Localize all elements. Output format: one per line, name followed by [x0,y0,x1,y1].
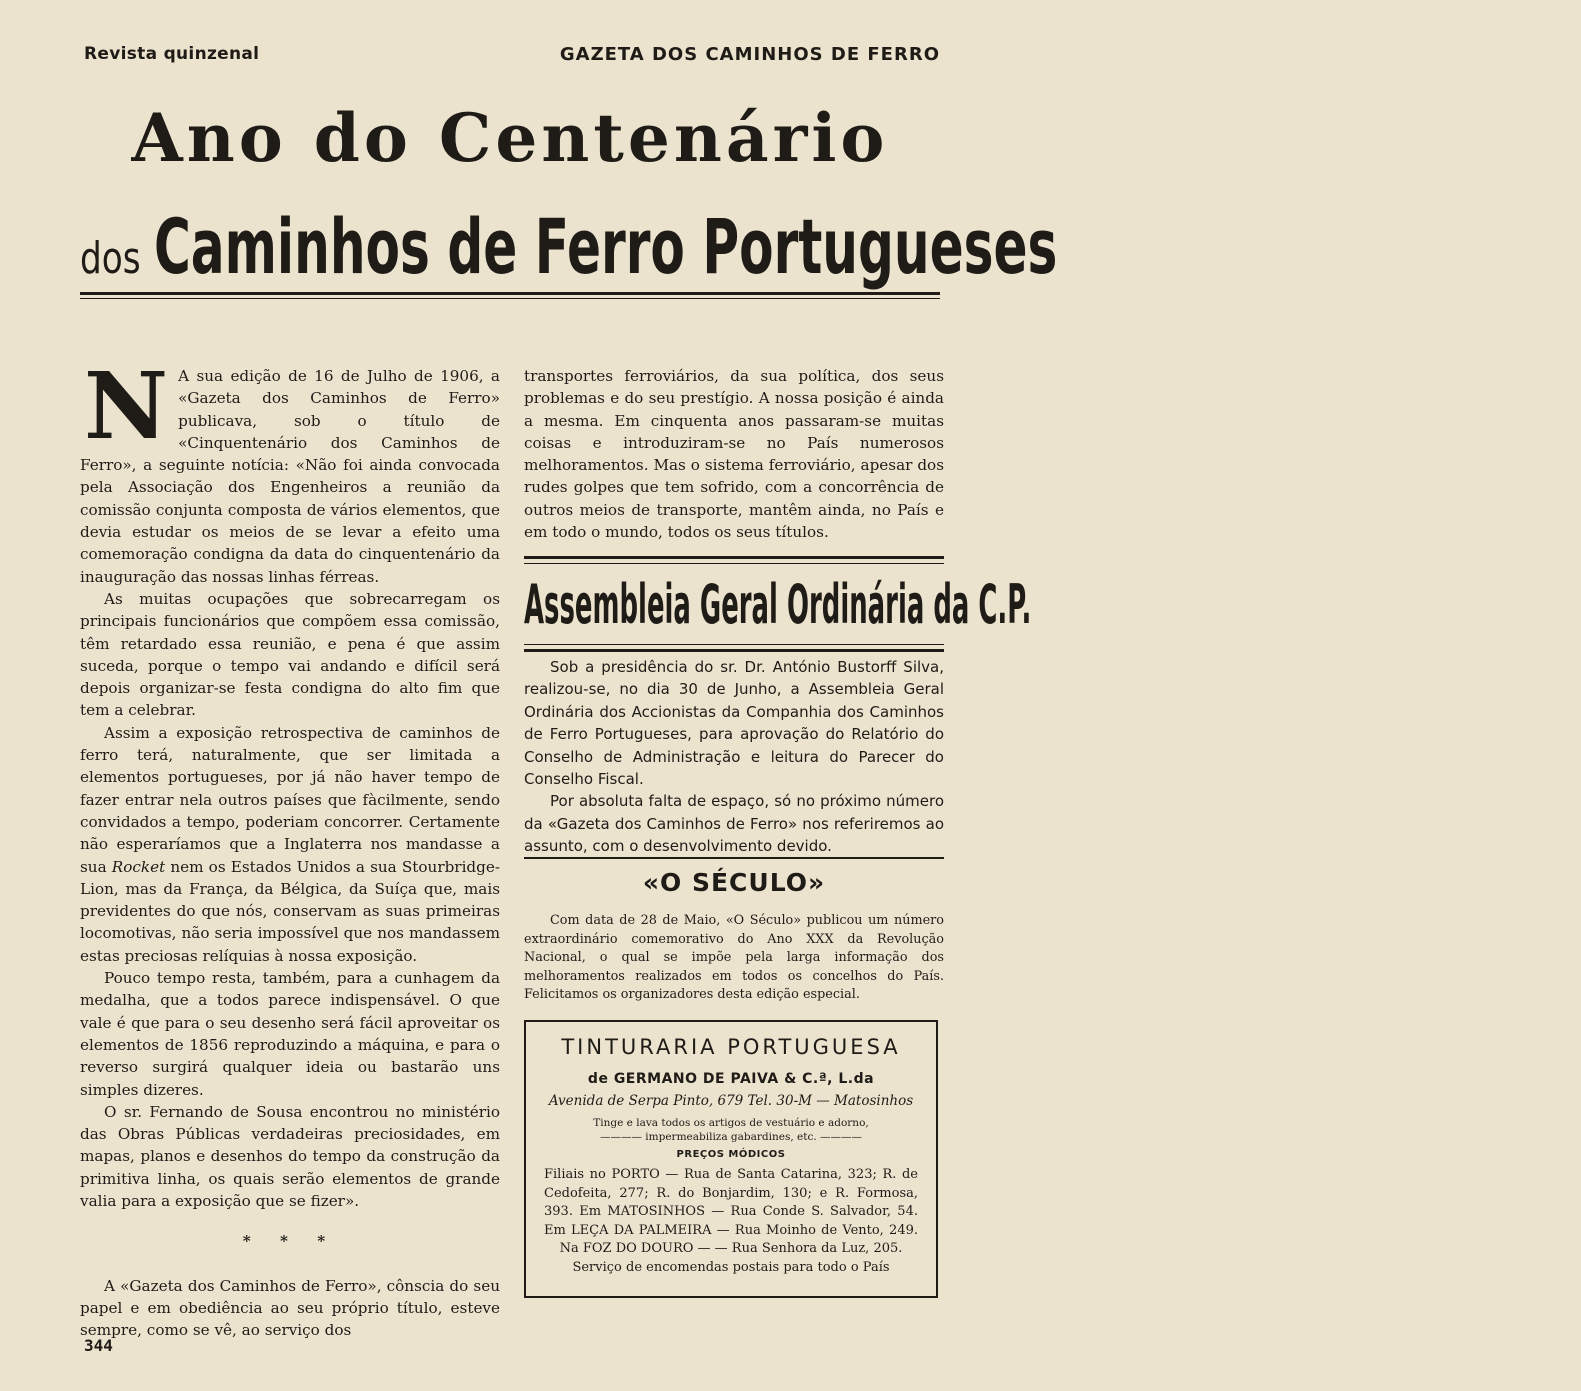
article-right-column [524,365,944,543]
running-header [84,44,940,70]
ad-services-line-2: ———— impermeabiliza gabardines, etc. ———— [599,1131,863,1143]
assembleia-headline [524,572,1032,642]
section-rule-thick [524,556,944,559]
seculo-headline: «O SÉCULO» [642,868,826,897]
article-paragraph-1 [80,352,500,588]
section-rule-thin [524,563,944,564]
ad-prices: PREÇOS MÓDICOS [676,1149,786,1160]
headline-rule-thin [80,298,940,299]
header-periodicity: Revista quinzenal [84,44,260,64]
article-paragraph-3a: Assim a exposição retrospectiva de caminhos de ferro terá, naturalmente, que ser limitada a elementos portugueses, por já não haver tempo de fazer entrar nela outros países que fàcilmente, sendo convidados a tempo, poderiam concorrer. Certamente não esperaríamos que a Inglaterra nos mandasse a sua [80,723,500,876]
headline-caminhos: Caminhos de Ferro Portugueses [154,202,1058,291]
article-paragraph-6-continued: transportes ferroviários, da sua política, dos seus problemas e do seu prestígio. A nossa posição é ainda a mesma. Em cinquenta anos passaram-se muitas coisas e introduziram-se no País numerosos melhoramentos. Mas o sistema ferroviário, apesar dos rudes golpes que tem sofrido, com a concorrência de outros meios de transporte, mantêm ainda, no País e em todo o mundo, todos os seus títulos. [524,367,944,542]
seculo-body [524,912,944,1005]
article-paragraph-3b: nem os Estados Unidos a sua Stourbridge-Lion, mas da França, da Bélgica, da Suíça que, mais previdentes do que nós, conservam as suas primeiras locomotivas, não seria impossível que nos mandassem estas preciosas relíquias à nossa exposição. [80,857,500,965]
assembleia-paragraph-2: Por absoluta falta de espaço, só no próximo número da «Gazeta dos Caminhos de Ferro» nos referiremos ao assunto, com o desenvolvimento devido. [524,792,944,856]
tinturaria-advertisement [524,1020,938,1298]
ad-footer: Serviço de encomendas postais para todo o País [572,1259,890,1275]
article-paragraph-3 [80,722,500,967]
rocket-italic: Rocket [111,857,166,876]
header-publication-title: GAZETA DOS CAMINHOS DE FERRO [559,44,940,65]
ad-branches: Filiais no PORTO — Rua de Santa Catarina, 323; R. de Cedofeita, 277; R. do Bonjardim, 130; e R. Formosa, 393. Em MATOSINHOS — Rua Conde S. Salvador, 54. Em LEÇA DA PALMEIRA — Rua Moinho de Vento, 249. Na FOZ DO DOURO — — Rua Senhora da Luz, 205. [544,1167,918,1257]
assembleia-end-rule [524,857,944,859]
assembleia-rule-thin [524,644,944,645]
headline-rule-thick [80,292,940,295]
headline-line-1: Ano do Centenário [131,99,889,177]
headline-dos: dos [80,233,141,284]
page-number: 344 [84,1336,113,1355]
assembleia-rule-thick [524,649,944,652]
assembleia-paragraph-1: Sob a presidência do sr. Dr. António Bustorff Silva, realizou-se, no dia 30 de Junho, a Assembleia Geral Ordinária dos Accionistas da Companhia dos Caminhos de Ferro Portugueses, para aprovação do Relatório do Conselho de Administração e leitura do Parecer do Conselho Fiscal. [524,658,944,789]
section-separator: * * * [242,1232,338,1251]
ad-address: Avenida de Serpa Pinto, 679 Tel. 30-M — Matosinhos [548,1093,914,1109]
ad-title: TINTURARIA PORTUGUESA [561,1035,901,1059]
article-paragraph-1-text: A sua edição de 16 de Julho de 1906, a «Gazeta dos Caminhos de Ferro» publicava, sob o título de «Cinquentenário dos Caminhos de Ferro», a seguinte notícia: «Não foi ainda convocada pela Associação dos Engenheiros a reunião da comissão conjunta composta de vários elementos, que devia estudar os meios de se levar a efeito uma comemoração condigna da data do cinquentenário da inauguração das nossas linhas férreas. [80,367,500,586]
article-paragraph-4: Pouco tempo resta, também, para a cunhagem da medalha, que a todos parece indispensável. O que vale é que para o seu desenho será fácil aproveitar os elementos de 1856 reproduzindo a máquina, e para o reverso surgirá qualquer ideia ou bastarão uns simples dizeres. [80,969,500,1099]
ad-owner: de GERMANO DE PAIVA & C.ª, L.da [587,1071,875,1087]
ad-services-line-1: Tinge e lava todos os artigos de vestuário e adorno, [593,1117,869,1129]
article-paragraph-6: A «Gazeta dos Caminhos de Ferro», cônscia do seu papel e em obediência ao seu próprio título, esteve sempre, como se vê, ao serviço dos [80,1276,500,1340]
article-paragraph-5: O sr. Fernando de Sousa encontrou no ministério das Obras Públicas verdadeiras preciosidades, em mapas, planos e desenhos do tempo da construção da primitiva linha, os quais serão elementos de grande valia para a exposição que se fizer». [80,1102,500,1210]
assembleia-headline-text: Assembleia Geral Ordinária da C.P. [524,573,1032,636]
seculo-paragraph: Com data de 28 de Maio, «O Século» publicou um número extraordinário comemorativo do Ano XXX da Revolução Nacional, o qual se impõe pela larga informação dos melhoramentos realizados em todos os concelhos do País. Felicitamos os organizadores desta edição especial. [524,913,944,1003]
article-paragraph-2: As muitas ocupações que sobrecarregam os principais funcionários que compõem essa comissão, têm retardado essa reunião, e pena é que assim suceda, porque o tempo vai andando e difícil será depois organizar-se festa condigna do alto fim que tem a celebrar. [80,589,500,720]
assembleia-body [524,656,944,858]
drop-cap: N [84,352,169,460]
article-left-column [80,352,500,1341]
